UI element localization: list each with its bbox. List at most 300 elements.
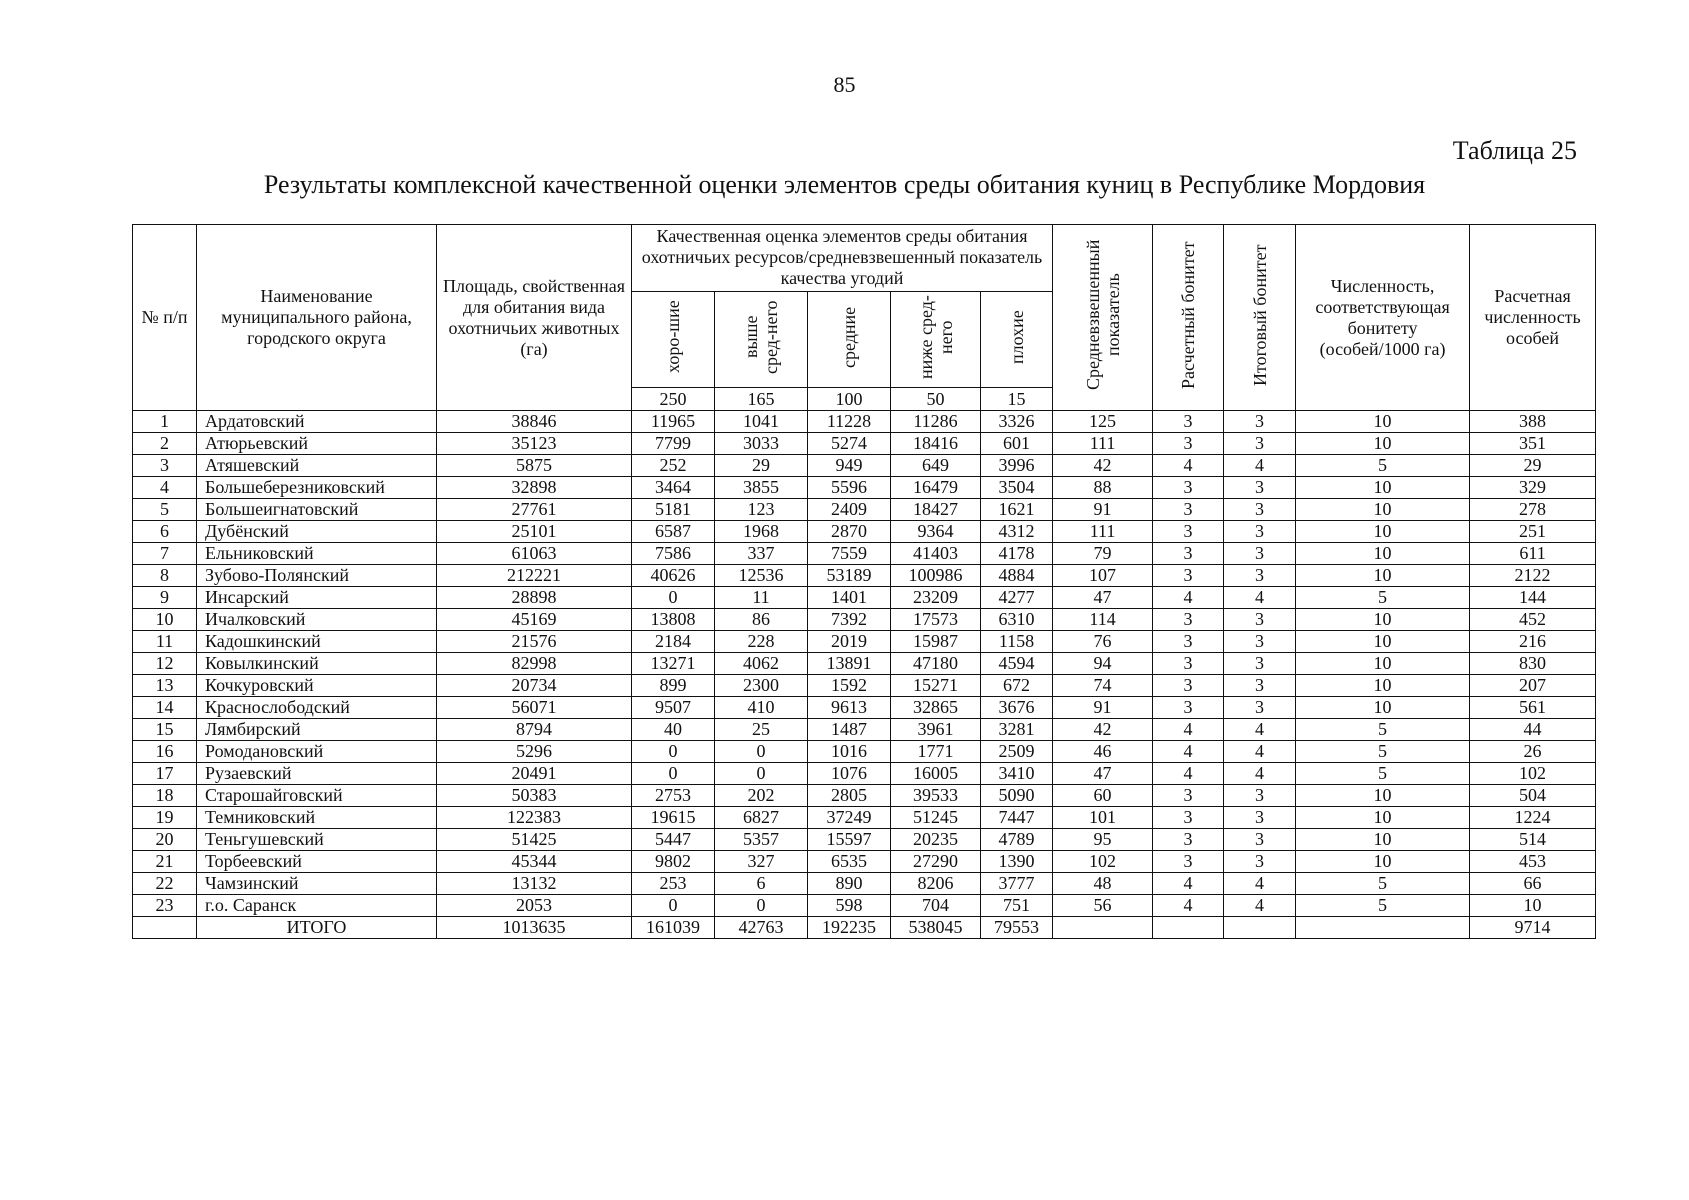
bad-cell: 4884 xyxy=(981,565,1053,587)
good-cell: 9802 xyxy=(632,851,715,873)
weighted-index-cell: 42 xyxy=(1053,455,1153,477)
area-cell: 20734 xyxy=(437,675,632,697)
bad-cell: 3996 xyxy=(981,455,1053,477)
calc-count-cell: 504 xyxy=(1470,785,1596,807)
avg-cell: 53189 xyxy=(808,565,891,587)
calc-bonitet-cell: 3 xyxy=(1153,653,1224,675)
col-header-below-avg-text: ниже сред-него xyxy=(915,295,956,379)
table-row xyxy=(133,719,1596,741)
final-bonitet-cell: 3 xyxy=(1224,411,1296,433)
final-bonitet-cell: 3 xyxy=(1224,851,1296,873)
density-cell: 5 xyxy=(1296,763,1470,785)
good-cell: 9507 xyxy=(632,697,715,719)
table-row xyxy=(133,631,1596,653)
row-number-cell: 13 xyxy=(133,675,197,697)
below-avg-cell: 3961 xyxy=(891,719,981,741)
above-avg-cell: 1041 xyxy=(715,411,808,433)
good-cell: 13808 xyxy=(632,609,715,631)
below-avg-cell: 47180 xyxy=(891,653,981,675)
calc-count-cell: 10 xyxy=(1470,895,1596,917)
table-row xyxy=(133,697,1596,719)
bad-cell: 4178 xyxy=(981,543,1053,565)
total-above-avg-cell: 42763 xyxy=(715,917,808,939)
weighted-index-cell: 42 xyxy=(1053,719,1153,741)
density-cell: 5 xyxy=(1296,455,1470,477)
district-name-cell: Ельниковский xyxy=(197,543,437,565)
district-name-cell: Рузаевский xyxy=(197,763,437,785)
total-row xyxy=(133,917,1596,939)
density-cell: 5 xyxy=(1296,895,1470,917)
total-density-cell xyxy=(1296,917,1470,939)
density-cell: 10 xyxy=(1296,653,1470,675)
density-cell: 10 xyxy=(1296,631,1470,653)
below-avg-cell: 16005 xyxy=(891,763,981,785)
bad-cell: 3410 xyxy=(981,763,1053,785)
below-avg-cell: 15987 xyxy=(891,631,981,653)
avg-cell: 2409 xyxy=(808,499,891,521)
final-bonitet-cell: 3 xyxy=(1224,543,1296,565)
weighted-index-cell: 111 xyxy=(1053,433,1153,455)
area-cell: 28898 xyxy=(437,587,632,609)
avg-cell: 2019 xyxy=(808,631,891,653)
area-cell: 27761 xyxy=(437,499,632,521)
final-bonitet-cell: 4 xyxy=(1224,455,1296,477)
avg-cell: 1487 xyxy=(808,719,891,741)
row-number-cell: 7 xyxy=(133,543,197,565)
table-row xyxy=(133,609,1596,631)
table-row xyxy=(133,895,1596,917)
good-cell: 0 xyxy=(632,587,715,609)
table-row xyxy=(133,763,1596,785)
weight-cell: 50 xyxy=(891,388,981,411)
row-number-cell: 15 xyxy=(133,719,197,741)
weighted-index-cell: 111 xyxy=(1053,521,1153,543)
table-row xyxy=(133,741,1596,763)
row-number-cell: 16 xyxy=(133,741,197,763)
good-cell: 0 xyxy=(632,763,715,785)
calc-count-cell: 66 xyxy=(1470,873,1596,895)
below-avg-cell: 16479 xyxy=(891,477,981,499)
weighted-index-cell: 47 xyxy=(1053,587,1153,609)
district-name-cell: Инсарский xyxy=(197,587,437,609)
area-cell: 45344 xyxy=(437,851,632,873)
bad-cell: 4594 xyxy=(981,653,1053,675)
weighted-index-cell: 88 xyxy=(1053,477,1153,499)
good-cell: 252 xyxy=(632,455,715,477)
total-below-avg-cell: 538045 xyxy=(891,917,981,939)
weighted-index-cell: 56 xyxy=(1053,895,1153,917)
above-avg-cell: 1968 xyxy=(715,521,808,543)
good-cell: 2184 xyxy=(632,631,715,653)
avg-cell: 890 xyxy=(808,873,891,895)
below-avg-cell: 18416 xyxy=(891,433,981,455)
col-header-num: № п/п xyxy=(133,225,197,411)
avg-cell: 15597 xyxy=(808,829,891,851)
above-avg-cell: 337 xyxy=(715,543,808,565)
area-cell: 45169 xyxy=(437,609,632,631)
bad-cell: 3281 xyxy=(981,719,1053,741)
bad-cell: 4312 xyxy=(981,521,1053,543)
avg-cell: 1076 xyxy=(808,763,891,785)
district-name-cell: г.о. Саранск xyxy=(197,895,437,917)
calc-bonitet-cell: 3 xyxy=(1153,411,1224,433)
avg-cell: 9613 xyxy=(808,697,891,719)
table-row xyxy=(133,499,1596,521)
row-number-cell: 10 xyxy=(133,609,197,631)
density-cell: 10 xyxy=(1296,697,1470,719)
calc-bonitet-cell: 4 xyxy=(1153,895,1224,917)
calc-bonitet-cell: 3 xyxy=(1153,543,1224,565)
final-bonitet-cell: 4 xyxy=(1224,719,1296,741)
bad-cell: 4277 xyxy=(981,587,1053,609)
final-bonitet-cell: 3 xyxy=(1224,609,1296,631)
calc-count-cell: 1224 xyxy=(1470,807,1596,829)
weighted-index-cell: 91 xyxy=(1053,697,1153,719)
col-header-above-avg-text: выше сред-него xyxy=(741,300,781,374)
above-avg-cell: 202 xyxy=(715,785,808,807)
density-cell: 10 xyxy=(1296,499,1470,521)
col-header-below-avg xyxy=(891,291,981,387)
good-cell: 13271 xyxy=(632,653,715,675)
row-number-cell: 5 xyxy=(133,499,197,521)
above-avg-cell: 25 xyxy=(715,719,808,741)
table-row xyxy=(133,455,1596,477)
weighted-index-cell: 46 xyxy=(1053,741,1153,763)
bad-cell: 5090 xyxy=(981,785,1053,807)
below-avg-cell: 8206 xyxy=(891,873,981,895)
below-avg-cell: 18427 xyxy=(891,499,981,521)
table-row xyxy=(133,873,1596,895)
calc-count-cell: 388 xyxy=(1470,411,1596,433)
table-row xyxy=(133,851,1596,873)
page-number: 85 xyxy=(833,72,856,97)
avg-cell: 7392 xyxy=(808,609,891,631)
avg-cell: 1016 xyxy=(808,741,891,763)
density-cell: 5 xyxy=(1296,719,1470,741)
below-avg-cell: 9364 xyxy=(891,521,981,543)
weight-cell: 15 xyxy=(981,388,1053,411)
bad-cell: 672 xyxy=(981,675,1053,697)
above-avg-cell: 5357 xyxy=(715,829,808,851)
calc-count-cell: 26 xyxy=(1470,741,1596,763)
above-avg-cell: 410 xyxy=(715,697,808,719)
district-name-cell: Чамзинский xyxy=(197,873,437,895)
area-cell: 21576 xyxy=(437,631,632,653)
col-header-avg xyxy=(808,291,891,387)
table-row xyxy=(133,587,1596,609)
row-number-cell: 23 xyxy=(133,895,197,917)
good-cell: 40626 xyxy=(632,565,715,587)
calc-bonitet-cell: 3 xyxy=(1153,477,1224,499)
good-cell: 40 xyxy=(632,719,715,741)
col-header-avg-text: средние xyxy=(839,306,859,368)
final-bonitet-cell: 3 xyxy=(1224,807,1296,829)
calc-bonitet-cell: 3 xyxy=(1153,609,1224,631)
col-header-weighted-text: Средневзвешенный показатель xyxy=(1082,239,1123,391)
col-header-above-avg xyxy=(715,291,808,387)
col-header-weighted xyxy=(1053,225,1153,411)
calc-bonitet-cell: 4 xyxy=(1153,719,1224,741)
final-bonitet-cell: 3 xyxy=(1224,499,1296,521)
total-row-number-cell xyxy=(133,917,197,939)
good-cell: 7586 xyxy=(632,543,715,565)
calc-bonitet-cell: 3 xyxy=(1153,697,1224,719)
col-header-quality-group: Качественная оценка элементов среды обитания охотничьих ресурсов/средневзвешенный показатель качества угодий xyxy=(632,225,1053,292)
density-cell: 10 xyxy=(1296,521,1470,543)
area-cell: 38846 xyxy=(437,411,632,433)
above-avg-cell: 12536 xyxy=(715,565,808,587)
row-number-cell: 20 xyxy=(133,829,197,851)
avg-cell: 598 xyxy=(808,895,891,917)
calc-bonitet-cell: 3 xyxy=(1153,851,1224,873)
calc-bonitet-cell: 3 xyxy=(1153,807,1224,829)
district-name-cell: Кадошкинский xyxy=(197,631,437,653)
below-avg-cell: 39533 xyxy=(891,785,981,807)
avg-cell: 11228 xyxy=(808,411,891,433)
row-number-cell: 14 xyxy=(133,697,197,719)
row-number-cell: 6 xyxy=(133,521,197,543)
above-avg-cell: 228 xyxy=(715,631,808,653)
weight-cell: 100 xyxy=(808,388,891,411)
document-title: Результаты комплексной качественной оценки элементов среды обитания куниц в Республике Мордовия xyxy=(263,170,1426,199)
bad-cell: 3504 xyxy=(981,477,1053,499)
avg-cell: 37249 xyxy=(808,807,891,829)
col-header-name: Наименование муниципального района, городского округа xyxy=(197,225,437,411)
good-cell: 11965 xyxy=(632,411,715,433)
final-bonitet-cell: 3 xyxy=(1224,653,1296,675)
total-bad-cell: 79553 xyxy=(981,917,1053,939)
final-bonitet-cell: 3 xyxy=(1224,675,1296,697)
row-number-cell: 22 xyxy=(133,873,197,895)
density-cell: 10 xyxy=(1296,829,1470,851)
calc-bonitet-cell: 3 xyxy=(1153,829,1224,851)
bad-cell: 601 xyxy=(981,433,1053,455)
density-cell: 10 xyxy=(1296,675,1470,697)
avg-cell: 13891 xyxy=(808,653,891,675)
col-header-final-bonitet-text: Итоговый бонитет xyxy=(1249,244,1270,386)
density-cell: 10 xyxy=(1296,565,1470,587)
calc-count-cell: 329 xyxy=(1470,477,1596,499)
district-name-cell: Ромодановский xyxy=(197,741,437,763)
good-cell: 19615 xyxy=(632,807,715,829)
calc-bonitet-cell: 4 xyxy=(1153,873,1224,895)
final-bonitet-cell: 3 xyxy=(1224,477,1296,499)
bad-cell: 6310 xyxy=(981,609,1053,631)
table-row xyxy=(133,653,1596,675)
density-cell: 10 xyxy=(1296,411,1470,433)
density-cell: 10 xyxy=(1296,807,1470,829)
area-cell: 13132 xyxy=(437,873,632,895)
weighted-index-cell: 76 xyxy=(1053,631,1153,653)
avg-cell: 949 xyxy=(808,455,891,477)
final-bonitet-cell: 3 xyxy=(1224,631,1296,653)
bad-cell: 2509 xyxy=(981,741,1053,763)
weighted-index-cell: 79 xyxy=(1053,543,1153,565)
row-number-cell: 19 xyxy=(133,807,197,829)
calc-bonitet-cell: 3 xyxy=(1153,631,1224,653)
area-cell: 5296 xyxy=(437,741,632,763)
row-number-cell: 9 xyxy=(133,587,197,609)
row-number-cell: 17 xyxy=(133,763,197,785)
avg-cell: 1401 xyxy=(808,587,891,609)
final-bonitet-cell: 4 xyxy=(1224,873,1296,895)
density-cell: 10 xyxy=(1296,609,1470,631)
density-cell: 10 xyxy=(1296,785,1470,807)
avg-cell: 2870 xyxy=(808,521,891,543)
total-calc-bonitet-cell xyxy=(1153,917,1224,939)
district-name-cell: Атюрьевский xyxy=(197,433,437,455)
calc-bonitet-cell: 3 xyxy=(1153,785,1224,807)
above-avg-cell: 0 xyxy=(715,895,808,917)
calc-bonitet-cell: 3 xyxy=(1153,499,1224,521)
above-avg-cell: 11 xyxy=(715,587,808,609)
calc-count-cell: 29 xyxy=(1470,455,1596,477)
table-row xyxy=(133,477,1596,499)
calc-count-cell: 514 xyxy=(1470,829,1596,851)
district-name-cell: Ичалковский xyxy=(197,609,437,631)
weighted-index-cell: 91 xyxy=(1053,499,1153,521)
good-cell: 5447 xyxy=(632,829,715,851)
above-avg-cell: 0 xyxy=(715,763,808,785)
below-avg-cell: 27290 xyxy=(891,851,981,873)
good-cell: 5181 xyxy=(632,499,715,521)
calc-count-cell: 830 xyxy=(1470,653,1596,675)
area-cell: 212221 xyxy=(437,565,632,587)
weighted-index-cell: 94 xyxy=(1053,653,1153,675)
below-avg-cell: 649 xyxy=(891,455,981,477)
above-avg-cell: 29 xyxy=(715,455,808,477)
below-avg-cell: 32865 xyxy=(891,697,981,719)
weighted-index-cell: 95 xyxy=(1053,829,1153,851)
calc-bonitet-cell: 3 xyxy=(1153,565,1224,587)
table-row xyxy=(133,543,1596,565)
total-weighted-index-cell xyxy=(1053,917,1153,939)
calc-count-cell: 216 xyxy=(1470,631,1596,653)
table-label: Таблица 25 xyxy=(1452,136,1577,165)
calc-bonitet-cell: 3 xyxy=(1153,433,1224,455)
calc-count-cell: 44 xyxy=(1470,719,1596,741)
above-avg-cell: 6827 xyxy=(715,807,808,829)
below-avg-cell: 100986 xyxy=(891,565,981,587)
below-avg-cell: 704 xyxy=(891,895,981,917)
district-name-cell: Торбеевский xyxy=(197,851,437,873)
above-avg-cell: 6 xyxy=(715,873,808,895)
bad-cell: 1390 xyxy=(981,851,1053,873)
table-row xyxy=(133,521,1596,543)
header-row-top xyxy=(133,225,1596,292)
calc-bonitet-cell: 4 xyxy=(1153,763,1224,785)
above-avg-cell: 3855 xyxy=(715,477,808,499)
district-name-cell: Старошайговский xyxy=(197,785,437,807)
row-number-cell: 8 xyxy=(133,565,197,587)
good-cell: 0 xyxy=(632,895,715,917)
calc-count-cell: 561 xyxy=(1470,697,1596,719)
weight-cell: 165 xyxy=(715,388,808,411)
row-number-cell: 11 xyxy=(133,631,197,653)
district-name-cell: Большеигнатовский xyxy=(197,499,437,521)
district-name-cell: Дубёнский xyxy=(197,521,437,543)
district-name-cell: Темниковский xyxy=(197,807,437,829)
area-cell: 32898 xyxy=(437,477,632,499)
district-name-cell: Кочкуровский xyxy=(197,675,437,697)
row-number-cell: 2 xyxy=(133,433,197,455)
calc-count-cell: 453 xyxy=(1470,851,1596,873)
area-cell: 51425 xyxy=(437,829,632,851)
below-avg-cell: 17573 xyxy=(891,609,981,631)
below-avg-cell: 15271 xyxy=(891,675,981,697)
col-header-density: Численность, соответствующая бонитету (особей/1000 га) xyxy=(1296,225,1470,411)
final-bonitet-cell: 4 xyxy=(1224,895,1296,917)
col-header-calc-bonitet-text: Расчетный бонитет xyxy=(1178,241,1199,389)
calc-count-cell: 452 xyxy=(1470,609,1596,631)
above-avg-cell: 123 xyxy=(715,499,808,521)
final-bonitet-cell: 4 xyxy=(1224,763,1296,785)
area-cell: 8794 xyxy=(437,719,632,741)
calc-bonitet-cell: 3 xyxy=(1153,521,1224,543)
total-good-cell: 161039 xyxy=(632,917,715,939)
col-header-area: Площадь, свойственная для обитания вида охотничьих животных (га) xyxy=(437,225,632,411)
avg-cell: 5596 xyxy=(808,477,891,499)
district-name-cell: Ковылкинский xyxy=(197,653,437,675)
area-cell: 5875 xyxy=(437,455,632,477)
bad-cell: 3676 xyxy=(981,697,1053,719)
row-number-cell: 12 xyxy=(133,653,197,675)
good-cell: 3464 xyxy=(632,477,715,499)
good-cell: 2753 xyxy=(632,785,715,807)
table-row xyxy=(133,675,1596,697)
weighted-index-cell: 60 xyxy=(1053,785,1153,807)
calc-bonitet-cell: 4 xyxy=(1153,455,1224,477)
above-avg-cell: 327 xyxy=(715,851,808,873)
district-name-cell: Теньгушевский xyxy=(197,829,437,851)
bad-cell: 4789 xyxy=(981,829,1053,851)
calc-count-cell: 207 xyxy=(1470,675,1596,697)
calc-count-cell: 2122 xyxy=(1470,565,1596,587)
calc-bonitet-cell: 3 xyxy=(1153,675,1224,697)
above-avg-cell: 4062 xyxy=(715,653,808,675)
col-header-bad-text: плохие xyxy=(1006,310,1027,364)
density-cell: 10 xyxy=(1296,851,1470,873)
district-name-cell: Зубово-Полянский xyxy=(197,565,437,587)
weighted-index-cell: 74 xyxy=(1053,675,1153,697)
col-header-calc-bonitet xyxy=(1153,225,1224,411)
calc-count-cell: 251 xyxy=(1470,521,1596,543)
area-cell: 61063 xyxy=(437,543,632,565)
avg-cell: 7559 xyxy=(808,543,891,565)
good-cell: 6587 xyxy=(632,521,715,543)
bad-cell: 1158 xyxy=(981,631,1053,653)
table-row xyxy=(133,785,1596,807)
table-row xyxy=(133,433,1596,455)
final-bonitet-cell: 3 xyxy=(1224,565,1296,587)
bad-cell: 7447 xyxy=(981,807,1053,829)
area-cell: 35123 xyxy=(437,433,632,455)
col-header-good-text: хоро-шие xyxy=(663,300,683,374)
above-avg-cell: 2300 xyxy=(715,675,808,697)
good-cell: 899 xyxy=(632,675,715,697)
weighted-index-cell: 107 xyxy=(1053,565,1153,587)
final-bonitet-cell: 3 xyxy=(1224,697,1296,719)
avg-cell: 5274 xyxy=(808,433,891,455)
above-avg-cell: 3033 xyxy=(715,433,808,455)
good-cell: 7799 xyxy=(632,433,715,455)
avg-cell: 1592 xyxy=(808,675,891,697)
final-bonitet-cell: 3 xyxy=(1224,829,1296,851)
weighted-index-cell: 102 xyxy=(1053,851,1153,873)
bad-cell: 751 xyxy=(981,895,1053,917)
density-cell: 10 xyxy=(1296,543,1470,565)
weighted-index-cell: 47 xyxy=(1053,763,1153,785)
